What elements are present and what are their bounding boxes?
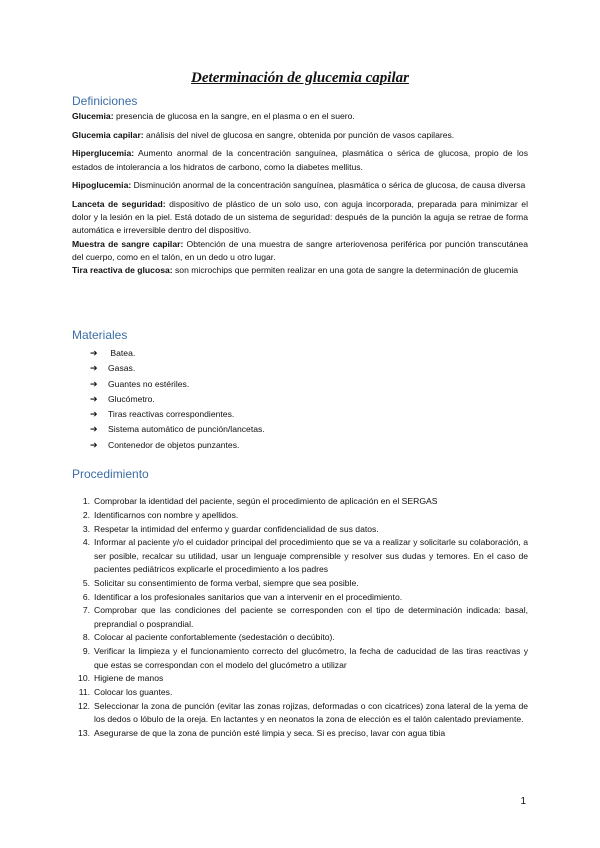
definition-item: [72, 147, 528, 173]
definition-term: Hipoglucemia:: [72, 180, 132, 191]
procedure-step: [72, 591, 528, 604]
procedure-step: [72, 700, 528, 727]
materials-heading: Materiales: [72, 328, 128, 342]
definition-item: [72, 264, 528, 277]
step-number: 2.: [82, 509, 90, 520]
step-number: 13.: [78, 728, 90, 739]
step-text: Colocar al paciente confortablemente (sedestación o decúbito).: [94, 632, 335, 643]
step-text: Comprobar que las condiciones del paciente se corresponden con el tipo de determinación indicada: basal, preprandial o posprandial.: [94, 605, 528, 629]
step-number: 4.: [82, 537, 90, 548]
procedure-step: [72, 645, 528, 672]
definitions-list: [72, 110, 528, 283]
list-item: ➔ Tiras reactivas correspondientes.: [90, 407, 265, 422]
definition-item: [72, 110, 528, 123]
definition-term: Hiperglucemia:: [72, 148, 135, 159]
arrow-right-icon: ➔: [90, 424, 98, 435]
procedure-step: [72, 672, 528, 685]
step-text: Verificar la limpieza y el funcionamiento correcto del glucómetro, la fecha de caducidad de las tiras reactivas y que estas se correspondan con el modelo del glucómetro a utilizar: [94, 646, 528, 670]
arrow-right-icon: ➔: [90, 348, 98, 358]
list-item: ➔ Glucómetro.: [90, 392, 265, 407]
arrow-right-icon: ➔: [90, 439, 98, 450]
definition-text: presencia de glucosa en la sangre, en el plasma o en el suero.: [113, 111, 355, 121]
arrow-right-icon: ➔: [90, 409, 98, 420]
procedure-list: [72, 495, 528, 741]
page-title: Determinación de glucemia capilar: [191, 70, 409, 86]
step-number: 9.: [82, 646, 90, 657]
arrow-right-icon: ➔: [90, 378, 98, 389]
step-number: 7.: [82, 605, 90, 616]
definition-item: [72, 129, 528, 142]
list-item: ➔ Sistema automático de punción/lancetas.: [90, 422, 265, 437]
page-number: 1: [520, 796, 526, 807]
procedure-step: [72, 536, 528, 576]
procedure-step: [72, 495, 528, 508]
procedure-step: [72, 631, 528, 644]
procedure-step: [72, 686, 528, 699]
definition-text: son microchips que permiten realizar en una gota de sangre la determinación de glucemia: [172, 265, 519, 276]
materials-list: [90, 346, 265, 453]
procedure-step: [72, 509, 528, 522]
list-item: ➔ Contenedor de objetos punzantes.: [90, 438, 265, 453]
step-text: Respetar la intimidad del enfermo y guardar confidencialidad de sus datos.: [94, 523, 379, 534]
definition-term: Lanceta de seguridad:: [72, 199, 166, 210]
procedure-step: [72, 604, 528, 631]
step-number: 8.: [82, 632, 90, 643]
step-text: Solicitar su consentimiento de forma verbal, siempre que sea posible.: [94, 577, 359, 588]
definition-item: [72, 238, 528, 264]
step-number: 12.: [78, 700, 90, 711]
definition-text: Disminución anormal de la concentración sanguínea, plasmática o sérica de glucosa, de causa diversa: [131, 180, 526, 191]
procedure-step: [72, 523, 528, 536]
definition-term: Muestra de sangre capilar:: [72, 238, 184, 249]
procedure-heading: Procedimiento: [72, 467, 149, 481]
arrow-right-icon: ➔: [90, 393, 98, 404]
definition-text: Obtención de una muestra de sangre arteriovenosa periférica por punción transcutánea del cuerpo, como en el talón, en un dedo u otro lugar.: [72, 238, 528, 262]
list-item: ➔ Gasas.: [90, 361, 265, 376]
step-text: Identificarnos con nombre y apellidos.: [94, 509, 239, 520]
step-text: Higiene de manos: [94, 673, 164, 684]
definition-item: [72, 198, 528, 238]
definition-text: Aumento anormal de la concentración sanguínea, plasmática o sérica de glucosa, propio de los estados de intolerancia a los hidratos de carbono, como la diabetes mellitus.: [72, 148, 528, 172]
definition-term: Glucemia:: [72, 111, 114, 121]
list-item: ➔ Guantes no estériles.: [90, 377, 265, 392]
definition-term: Glucemia capilar:: [72, 129, 144, 140]
step-text: Asegurarse de que la zona de punción esté limpia y seca. Si es preciso, lavar con agua tibia: [94, 728, 446, 739]
procedure-step: [72, 727, 528, 740]
step-text: Identificar a los profesionales sanitarios que van a intervenir en el procedimiento.: [94, 591, 403, 602]
procedure-step: [72, 577, 528, 590]
step-number: 6.: [82, 591, 90, 602]
definition-text: análisis del nivel de glucosa en sangre, obtenida por punción de vasos capilares.: [143, 129, 455, 140]
definition-term: Tira reactiva de glucosa:: [72, 265, 173, 276]
step-text: Colocar los guantes.: [94, 687, 173, 698]
definitions-heading: Definiciones: [72, 94, 138, 108]
definition-item: [72, 179, 528, 192]
step-text: Informar al paciente y/o el cuidador principal del procedimiento que se va a realizar y solicitarle su colaboración, a ser posible, recalcar su utilidad, usar un lenguaje comprensible y resolver sus dudas y temores. En el caso de pacientes pediátricos explicarle el procedimiento a los padres: [94, 537, 528, 574]
step-number: 11.: [78, 687, 90, 698]
step-number: 1.: [82, 496, 90, 506]
step-number: 3.: [82, 523, 90, 534]
list-item: ➔ Batea.: [90, 346, 265, 361]
arrow-right-icon: ➔: [90, 363, 98, 374]
definition-text: dispositivo de plástico de un solo uso, con aguja incorporada, preparada para minimizar el dolor y la lesión en la piel. Está dotado de un sistema de seguridad: después de la punción la aguja se retrae de forma automática e irreversible dentro del dispositivo.: [72, 199, 528, 236]
step-text: Seleccionar la zona de punción (evitar las zonas rojizas, deformadas o con cicatrices) zona lateral de la yema de los dedos o lóbulo de la oreja. En lactantes y en neonatos la zona de elección es el talón calentado previamente.: [94, 700, 528, 725]
step-number: 5.: [82, 577, 90, 588]
step-text: Comprobar la identidad del paciente, según el procedimiento de aplicación en el SERGAS: [94, 496, 438, 506]
step-number: 10.: [78, 673, 90, 684]
